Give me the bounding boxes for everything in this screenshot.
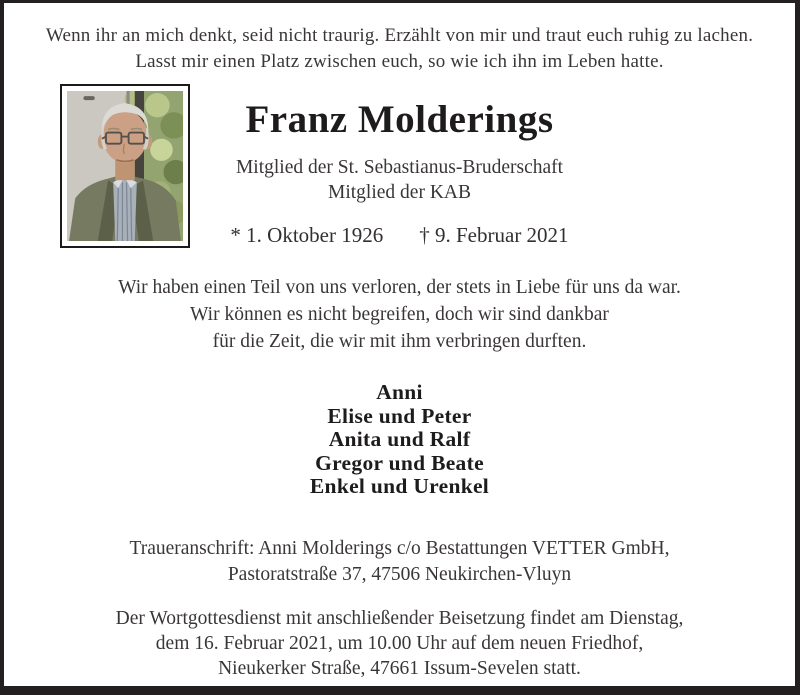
membership-line: Mitglied der St. Sebastianus-Bruderschaft [235,157,564,178]
mourner-name: Anita und Ralf [328,427,471,451]
mourner-name: Anni [376,380,423,404]
opening-quote [4,3,795,75]
deceased-name: Franz Molderings [245,98,554,141]
death-date: † 9. Februar 2021 [419,223,569,247]
funeral-address-line: Traueranschrift: Anni Molderings c/o Bestattungen VETTER GmbH, [129,537,670,559]
birth-date: * 1. Oktober 1926 [230,223,384,247]
service-info-line: Nieukerker Straße, 47661 Issum-Sevelen statt. [218,657,581,679]
tribute-line: Wir können es nicht begreifen, doch wir sind dankbar [190,304,609,325]
portrait-photo-frame [60,84,190,248]
tribute-line: für die Zeit, die wir mit ihm verbringen durften. [212,331,587,352]
tribute-text [4,274,795,355]
tribute-line: Wir haben einen Teil von uns verloren, der stets in Liebe für uns da war. [118,277,681,298]
mourner-name: Gregor und Beate [315,450,484,475]
service-info-line: Der Wortgottesdienst mit anschließender Beisetzung findet am Dienstag, [115,607,684,629]
opening-quote-line: Wenn ihr an mich denkt, seid nicht traurig. Erzählt von mir und traut euch ruhig zu lachen. [45,25,754,46]
service-info-line: dem 16. Februar 2021, um 10.00 Uhr auf dem neuen Friedhof, [155,632,644,654]
mourners-list [4,381,795,499]
opening-quote-line: Lasst mir einen Platz zwischen euch, so wie ich ihn im Leben hatte. [135,51,664,72]
funeral-address-line: Pastoratstraße 37, 47506 Neukirchen-Vluyn [227,563,572,585]
mourner-name: Elise und Peter [327,403,472,428]
service-info [4,606,795,681]
mourner-name: Enkel und Urenkel [309,474,490,498]
portrait-photo [67,91,183,241]
membership-line: Mitglied der KAB [328,182,471,203]
obituary-card [4,3,795,686]
funeral-address [4,536,795,588]
